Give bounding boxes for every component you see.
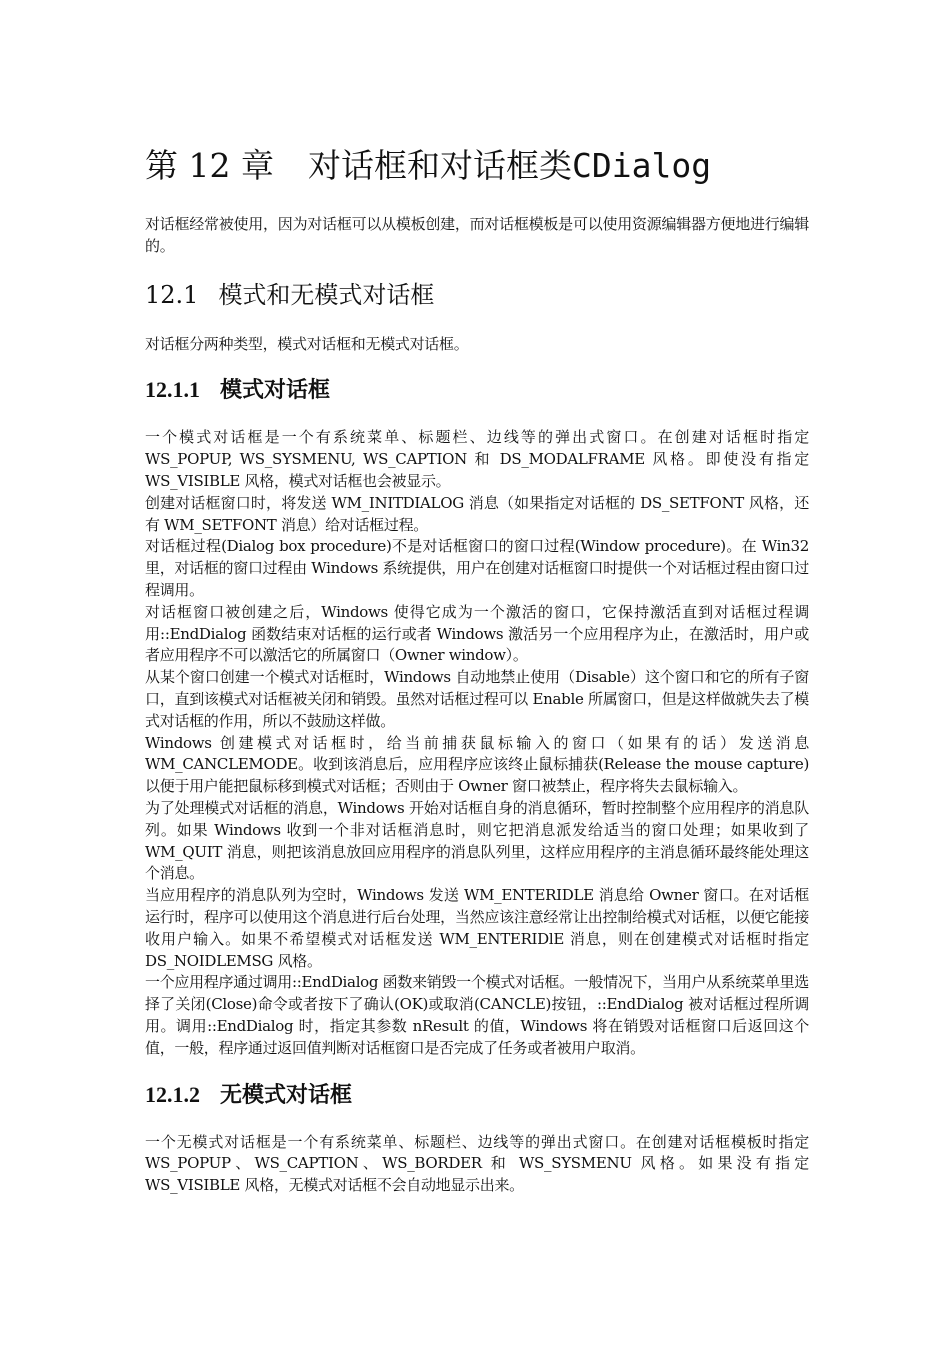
section-heading-12-1-1 — [145, 375, 809, 405]
paragraph: 对话框过程(Dialog box procedure)不是对话框窗口的窗口过程(Window procedure)。在 Win32 里，对话框的窗口过程由 Windows 系统提供，用户在创建对话框窗口时提供一个对话框过程由窗口过程调用。 — [145, 537, 809, 599]
paragraph: Windows 创建模式对话框时，给当前捕获鼠标输入的窗口（如果有的话）发送消息 WM_CANCLEMODE。收到该消息后，应用程序应该终止鼠标捕获(Release the mouse capture)以便于用户能把鼠标移到模式对话框；否则由于 Owner 窗口被禁止，程序将失去鼠标输入。 — [145, 733, 809, 796]
chapter-class-name: CDialog — [571, 146, 712, 185]
chapter-intro: 对话框经常被使用，因为对话框可以从模板创建，而对话框模板是可以使用资源编辑器方便地进行编辑的。 — [145, 215, 809, 255]
paragraph: 为了处理模式对话框的消息，Windows 开始对话框自身的消息循环，暂时控制整个应用程序的消息队列。如果 Windows 收到一个非对话框消息时，则它把消息派发给适当的窗口处理；如果收到了 WM_QUIT 消息，则把该消息放回应用程序的消息队列里，这样应用程序的主消息循环最终能处理这个消息。 — [145, 798, 809, 883]
chapter-heading — [145, 140, 809, 192]
paragraph: 从某个窗口创建一个模式对话框时，Windows 自动地禁止使用（Disable）这个窗口和它的所有子窗口，直到该模式对话框被关闭和销毁。虽然对话框过程可以 Enable 所属窗口，但是这样做就失去了模式对话框的作用，所以不鼓励这样做。 — [145, 668, 809, 730]
paragraph: 一个应用程序通过调用::EndDialog 函数来销毁一个模式对话框。一般情况下，当用户从系统菜单里选择了关闭(Close)命令或者按下了确认(OK)或取消(CANCLE)按钮，::EndDialog 被对话框过程所调用。调用::EndDialog 时，指定其参数 nResult 的值，Windows 将在销毁对话框窗口后返回这个值，一般，程序通过返回值判断对话框窗口是否完成了任务或者被用户取消。 — [145, 973, 809, 1057]
section-number: 12.1.2 — [145, 1081, 200, 1107]
section-title: 模式对话框 — [220, 377, 331, 404]
chapter-number: 第 12 章 — [145, 146, 274, 185]
paragraph: 创建对话框窗口时，将发送 WM_INITDIALOG 消息（如果指定对话框的 DS_SETFONT 风格，还有 WM_SETFONT 消息）给对话框过程。 — [145, 493, 809, 534]
section-12-1-text: 对话框分两种类型，模式对话框和无模式对话框。 — [145, 334, 469, 353]
paragraph: 对话框窗口被创建之后，Windows 使得它成为一个激活的窗口，它保持激活直到对话框过程调用::EndDialog 函数结束对话框的运行或者 Windows 激活另一个应用程序为止，在激活时，用户或者应用程序不可以激活它的所属窗口（Owner window）。 — [145, 602, 809, 665]
paragraph: 一个无模式对话框是一个有系统菜单、标题栏、边线等的弹出式窗口。在创建对话框模板时指定 WS_POPUP、WS_CAPTION、WS_BORDER 和 WS_SYSMENU 风格。如果没有指定 WS_VISIBLE 风格，无模式对话框不会自动地显示出来。 — [145, 1132, 809, 1195]
section-heading-12-1 — [145, 278, 809, 312]
paragraph: 一个模式对话框是一个有系统菜单、标题栏、边线等的弹出式窗口。在创建对话框时指定 WS_POPUP, WS_SYSMENU, WS_CAPTION 和 DS_MODALFRAME 风格。即使没有指定 WS_VISIBLE 风格，模式对话框也会被显示。 — [145, 428, 809, 490]
paragraph: 当应用程序的消息队列为空时，Windows 发送 WM_ENTERIDLE 消息给 Owner 窗口。在对话框运行时，程序可以使用这个消息进行后台处理，当然应该注意经常让出控制给模式对话框，以便它能接收用户输入。如果不希望模式对话框发送 WM_ENTERIDlE 消息，则在创建模式对话框时指定 DS_NOIDLEMSG 风格。 — [145, 886, 809, 970]
section-number: 12.1.1 — [145, 377, 200, 403]
section-title: 无模式对话框 — [220, 1081, 353, 1108]
chapter-title: 对话框和对话框类 — [307, 146, 572, 185]
section-heading-12-1-2 — [145, 1080, 809, 1110]
section-title: 模式和无模式对话框 — [218, 280, 435, 309]
section-number: 12.1 — [145, 280, 199, 309]
document-page — [145, 140, 809, 1197]
